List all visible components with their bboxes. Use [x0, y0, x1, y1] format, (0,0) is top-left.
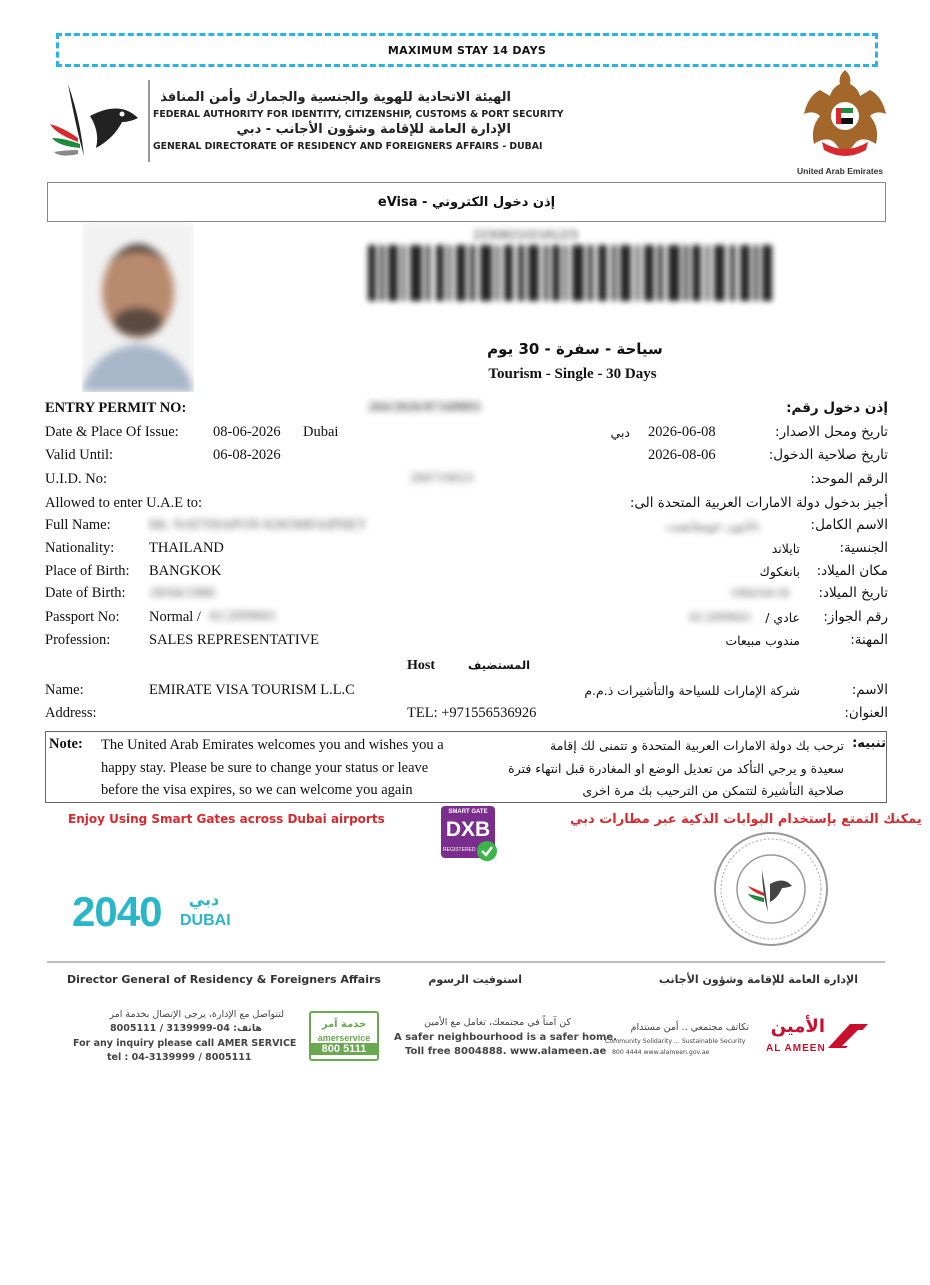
- community-ar: تكاتف مجتمعي .. أمن مستدام: [630, 1022, 749, 1033]
- note-ar-line-2: سعيدة و يرجي التأكد من تعديل الوضع او المغادرة قبل انتهاء فترة: [508, 760, 844, 776]
- entry-permit-label: ENTRY PERMIT NO:: [45, 400, 187, 416]
- note-label: Note:: [49, 736, 83, 752]
- pob-value-ar: بانغكوك: [759, 564, 800, 579]
- nationality-label: Nationality:: [45, 540, 115, 556]
- community-en: Community Solidarity ... Sustainable Security: [605, 1038, 746, 1045]
- host-title: Host: [407, 658, 435, 673]
- note-text-ar: [508, 735, 844, 803]
- fees-paid-ar: استوفيت الرسوم: [428, 973, 522, 986]
- pob-label-ar: مكان الميلاد:: [816, 563, 888, 579]
- amer-number: 800 5111: [311, 1043, 377, 1055]
- nationality-value: THAILAND: [149, 540, 224, 556]
- entry-permit-label-ar: إذن دخول رقم:: [786, 400, 888, 416]
- evisa-title: إذن دخول الكتروني - eVisa: [47, 182, 886, 222]
- max-stay-banner: MAXIMUM STAY 14 DAYS: [56, 33, 878, 67]
- issue-place-ar: دبي: [610, 425, 630, 440]
- uid-label: U.I.D. No:: [45, 471, 108, 487]
- header-divider: [148, 80, 150, 162]
- dob-label-ar: تاريخ الميلاد:: [818, 585, 888, 601]
- alameen-logo-ar: الأمين: [770, 1016, 825, 1037]
- uae-emblem-icon: [800, 66, 890, 166]
- alameen-logo-icon: [828, 1020, 870, 1050]
- dob-label: Date of Birth:: [45, 585, 126, 601]
- footer-divider: [47, 961, 885, 963]
- dubai2040-ar: دبي: [188, 890, 220, 909]
- valid-label: Valid Until:: [45, 447, 114, 463]
- uae-caption: United Arab Emirates: [797, 166, 884, 176]
- valid-date: 06-08-2026: [213, 447, 281, 463]
- alameen-slogan-ar: كن آمناً في مجتمعك، تعامل مع الأمين: [424, 1017, 571, 1028]
- note-label-ar: تنبيه:: [852, 736, 886, 751]
- badge-main: DXB: [445, 818, 491, 841]
- amer-ar: خدمة آمر: [321, 1019, 367, 1030]
- host-name-label: Name:: [45, 682, 84, 698]
- issue-place: Dubai: [303, 424, 339, 440]
- valid-label-ar: تاريخ صلاحية الدخول:: [768, 447, 888, 463]
- note-line-3: before the visa expires, so we can welcome you again: [101, 782, 413, 798]
- note-ar-line-3: صلاحية التأشيرة لتتمكن من الترحيب بك مرة اخرى: [582, 783, 844, 798]
- note-box: [45, 731, 887, 803]
- barcode-number: 2230821021812/3: [473, 227, 578, 242]
- nationality-label-ar: الجنسية:: [839, 540, 888, 556]
- directorate-name-en: GENERAL DIRECTORATE OF RESIDENCY AND FOREIGNERS AFFAIRS - DUBAI: [153, 141, 543, 152]
- host-address-label: Address:: [45, 705, 97, 721]
- dob-value-ar: 1966/04/18: [730, 585, 790, 600]
- authority-name-en: FEDERAL AUTHORITY FOR IDENTITY, CITIZENSHIP, CUSTOMS & PORT SECURITY: [153, 109, 564, 120]
- fullname-value: Mr. NATTHAPON KHOMFAIPHET: [149, 517, 367, 533]
- alameen-tollfree: Toll free 8004888. www.alameen.ae: [405, 1046, 607, 1057]
- issue-date: 08-06-2026: [213, 424, 281, 440]
- dubai2040-number: 2040: [72, 888, 162, 935]
- passport-number-ar: AC2099601: [688, 609, 752, 624]
- smart-gate-text-ar: يمكنك التمتع بإستخدام البوابات الذكية عبر مطارات دبي: [570, 812, 922, 827]
- uid-value: 260719023: [410, 471, 473, 486]
- host-tel: TEL: +971556536926: [407, 705, 537, 721]
- note-line-1: The United Arab Emirates welcomes you and wishes you a: [101, 737, 444, 753]
- barcode: [368, 225, 778, 305]
- falcon-logo-icon: [50, 78, 145, 164]
- visa-type-en: Tourism - Single - 30 Days: [488, 366, 657, 382]
- note-ar-line-1: ترحب بك دولة الامارات العربية المتحدة و تتمنى لك إقامة: [550, 738, 844, 753]
- issue-label: Date & Place Of Issue:: [45, 424, 179, 440]
- host-name-value: EMIRATE VISA TOURISM L.L.C: [149, 682, 355, 698]
- fullname-value-ar: ناثابون خومفايفيت: [665, 518, 760, 533]
- director-general-ar: الإدارة العامة للإقامة وشؤون الأجانب: [658, 973, 858, 986]
- profession-label: Profession:: [45, 632, 111, 648]
- applicant-photo: [82, 222, 194, 392]
- host-name-value-ar: شركة الإمارات للسياحة والتأشيرات ذ.م.م: [584, 683, 800, 698]
- issue-date-ar: 2026-06-08: [648, 424, 716, 440]
- contact-ar-1: لتتواصل مع الإدارة، يرجى الإتصال بخدمة امر: [109, 1009, 284, 1020]
- passport-number: AC2099601: [208, 609, 277, 624]
- host-address-label-ar: العنوان:: [844, 705, 888, 721]
- dob-value: 18/04/1966: [149, 585, 216, 601]
- contact-en-2: tel : 04-3139999 / 8005111: [107, 1052, 252, 1063]
- passport-type: Normal /: [149, 609, 201, 625]
- director-general-en: Director General of Residency & Foreigners Affairs: [67, 973, 381, 986]
- allowed-label: Allowed to enter U.A.E to:: [45, 495, 203, 511]
- profession-label-ar: المهنة:: [850, 632, 888, 648]
- issue-label-ar: تاريخ ومحل الاصدار:: [775, 424, 888, 440]
- profession-value: SALES REPRESENTATIVE: [149, 632, 320, 648]
- dubai2040-en: DUBAI: [180, 912, 231, 929]
- allowed-label-ar: أجيز بدخول دولة الامارات العربية المتحدة الى:: [629, 495, 888, 511]
- note-text-en: [101, 734, 444, 802]
- fullname-label: Full Name:: [45, 517, 111, 533]
- contact-en-1: For any inquiry please call AMER SERVICE: [73, 1038, 297, 1049]
- badge-top: SMART GATE: [448, 809, 488, 815]
- check-icon: [476, 840, 498, 862]
- alameen-slogan-en: A safer neighbourhood is a safer home.: [394, 1032, 617, 1043]
- host-title-ar: المستضيف: [468, 658, 531, 672]
- authority-name-ar: الهيئة الاتحادية للهوية والجنسية والجمارك وأمن المنافذ: [160, 90, 511, 105]
- visa-type-ar: سياحة - سفرة - 30 يوم: [487, 340, 663, 358]
- nationality-value-ar: تايلاند: [771, 541, 800, 556]
- note-line-2: happy stay. Please be sure to change your status or leave: [101, 759, 429, 776]
- fullname-label-ar: الاسم الكامل:: [810, 517, 888, 533]
- badge-bottom: REGISTERED: [443, 847, 476, 853]
- valid-date-ar: 2026-08-06: [648, 447, 716, 463]
- directorate-name-ar: الإدارة العامة للإقامة وشؤون الأجانب - دبي: [236, 122, 511, 137]
- alameen-logo-en: AL AMEEN: [766, 1043, 826, 1054]
- amer-logo-icon: [309, 1011, 379, 1061]
- smart-gate-text-en: Enjoy Using Smart Gates across Dubai airports: [68, 812, 385, 826]
- contact-ar-2: هاتف: 04-3139999 / 8005111: [110, 1023, 262, 1034]
- passport-type-ar: عادي /: [765, 610, 800, 625]
- host-name-label-ar: الاسم:: [851, 682, 888, 698]
- uid-label-ar: الرقم الموحد:: [810, 471, 888, 487]
- pob-value: BANGKOK: [149, 563, 222, 579]
- entry-permit-number: 204/2026/87349893: [368, 400, 481, 415]
- community-contact: 800 4444 www.alameen.gov.ae: [612, 1049, 710, 1056]
- passport-label-ar: رقم الجواز:: [823, 609, 888, 625]
- profession-value-ar: مندوب مبيعات: [725, 633, 800, 648]
- passport-label: Passport No:: [45, 609, 120, 625]
- pob-label: Place of Birth:: [45, 563, 130, 579]
- official-stamp-icon: [712, 830, 830, 948]
- amer-en: amerservice: [317, 1033, 371, 1043]
